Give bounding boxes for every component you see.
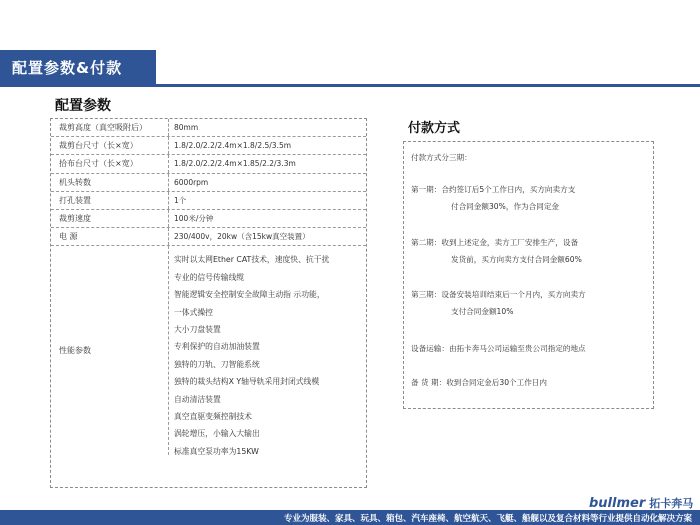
performance-item: 专利保护的自动加油装置 xyxy=(174,342,260,352)
table-row xyxy=(51,119,366,137)
table-row xyxy=(51,155,366,173)
config-table xyxy=(50,118,367,488)
row-value: 80mm xyxy=(174,123,199,133)
performance-item: 标准真空泵功率为15KW xyxy=(174,446,259,456)
table-row xyxy=(51,174,366,192)
performance-list xyxy=(169,246,366,455)
banner-divider xyxy=(0,84,700,87)
row-value: 1.8/2.0/2.2/2.4m×1.85/2.2/3.3m xyxy=(174,159,296,169)
payment-phase3: 第三期：设备安装培训结束后一个月内，买方向卖方 xyxy=(411,290,586,299)
performance-item: 真空直驱变频控制技术 xyxy=(174,411,252,421)
performance-item: 实时以太网Ether CAT技术，速度快、抗干扰 xyxy=(174,255,330,265)
table-row xyxy=(51,192,366,210)
row-label: 打孔装置 xyxy=(51,192,169,209)
row-label: 裁剪高度（真空吸附后） xyxy=(51,119,169,136)
performance-label: 性能参数 xyxy=(51,246,169,455)
performance-item: 大小刀盘装置 xyxy=(174,324,221,334)
performance-item: 专业的信号传输线缆 xyxy=(174,272,245,282)
row-label: 拾布台尺寸（长×宽） xyxy=(51,155,169,172)
row-value: 1.8/2.0/2.2/2.4m×1.8/2.5/3.5m xyxy=(174,141,292,151)
payment-phase2: 第二期：收到上述定金，卖方工厂安排生产，设备 xyxy=(411,238,579,247)
table-row xyxy=(51,210,366,228)
row-label: 电 源 xyxy=(51,228,169,245)
logo-text-en: bullmer xyxy=(589,495,646,511)
performance-row xyxy=(51,246,366,455)
performance-item: 一体式操控 xyxy=(174,307,213,317)
payment-phase2-cont: 发货前，买方向卖方支付合同金额60% xyxy=(451,255,582,264)
payment-box xyxy=(403,141,654,409)
performance-item: 独特的刀轨、刀智能系统 xyxy=(174,359,260,369)
table-row xyxy=(51,137,366,155)
row-value: 1个 xyxy=(174,195,187,205)
performance-item: 智能逻辑安全控制安全故障主动指 示功能， xyxy=(174,290,325,300)
row-value: 100米/分钟 xyxy=(174,214,214,224)
table-row xyxy=(51,228,366,246)
performance-item: 涡轮增压，小输入大输出 xyxy=(174,429,260,439)
row-value: 6000rpm xyxy=(174,177,209,187)
payment-phase3-cont: 支付合同金额10% xyxy=(451,307,514,316)
row-label: 机头转数 xyxy=(51,174,169,191)
payment-delivery: 备 货 期：收到合同定金后30个工作日内 xyxy=(411,378,547,387)
payment-section-title: 付款方式 xyxy=(408,121,461,136)
footer-tagline: 专业为服装、家具、玩具、箱包、汽车座椅、航空航天、飞艇、船舰以及复合材料等行业提供自动化解决方案 xyxy=(0,510,700,525)
payment-shipping: 设备运输：由拓卡奔马公司运输至贵公司指定的地点 xyxy=(411,344,586,353)
payment-phase1-cont: 付合同金额30%，作为合同定金 xyxy=(451,202,560,211)
page-banner-title: 配置参数&付款 xyxy=(0,50,156,85)
row-label: 裁剪速度 xyxy=(51,210,169,227)
payment-intro: 付款方式分三期： xyxy=(411,153,472,162)
performance-item: 独特的裁头结构X Y轴导轨采用封闭式线模 xyxy=(174,377,320,387)
payment-phase1: 第一期：合约签订后5个工作日内，买方向卖方支 xyxy=(411,185,576,194)
row-label: 裁剪台尺寸（长×宽） xyxy=(51,137,169,154)
row-value: 230/400v，20kw（含15kw真空装置） xyxy=(174,232,310,242)
performance-item: 自动清洁装置 xyxy=(174,394,221,404)
logo-text-cn: 拓卡奔马 xyxy=(649,497,694,510)
config-section-title: 配置参数 xyxy=(55,98,111,114)
company-logo xyxy=(589,495,693,511)
